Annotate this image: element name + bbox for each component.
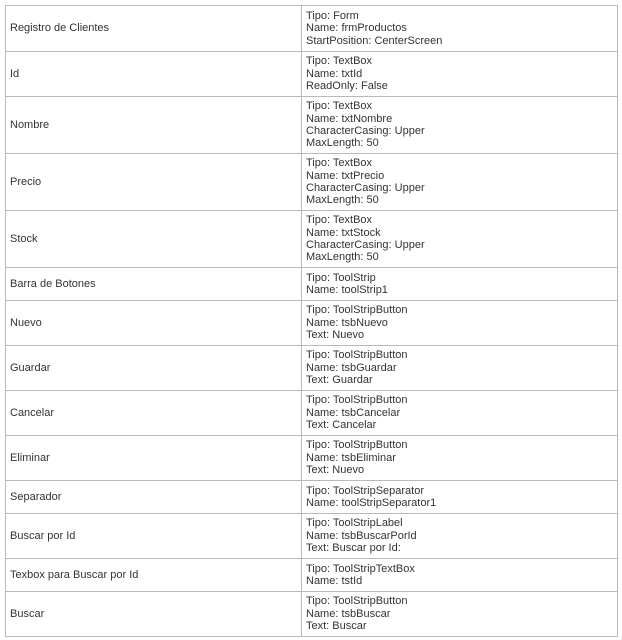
property-line: Tipo: TextBox <box>306 55 373 68</box>
table-row <box>6 514 618 559</box>
property-line: Tipo: Form <box>306 9 359 22</box>
property-line: CharacterCasing: Upper <box>306 182 425 194</box>
control-properties-cell <box>302 391 618 436</box>
property-line: Tipo: ToolStripButton <box>306 349 408 362</box>
control-name-cell: Nombre <box>6 97 302 154</box>
property-line: CharacterCasing: Upper <box>306 125 425 137</box>
table-row <box>6 154 618 211</box>
property-line: MaxLength: 50 <box>306 251 379 264</box>
control-properties-cell <box>302 346 618 391</box>
property-line: Name: tstId <box>306 575 363 587</box>
control-properties-cell <box>302 154 618 211</box>
property-line: Name: toolStrip1 <box>306 284 388 296</box>
table-body <box>6 6 618 637</box>
control-properties-cell <box>302 436 618 481</box>
table-row <box>6 346 618 391</box>
control-properties-cell <box>302 6 618 52</box>
control-name-cell: Barra de Botones <box>6 268 302 301</box>
property-line: MaxLength: 50 <box>306 194 379 207</box>
property-line: MaxLength: 50 <box>306 137 379 150</box>
table-row <box>6 6 618 52</box>
property-line: Name: tsbEliminar <box>306 451 396 464</box>
property-line: Name: tsbBuscar <box>306 607 391 620</box>
table-row <box>6 301 618 346</box>
control-properties-cell <box>302 481 618 514</box>
control-name-cell: Cancelar <box>6 391 302 436</box>
property-line: Name: tsbBuscarPorId <box>306 529 417 542</box>
property-line: Text: Buscar <box>306 620 367 633</box>
property-line: Tipo: TextBox <box>306 157 373 170</box>
property-line: Tipo: TextBox <box>306 100 373 113</box>
control-properties-cell <box>302 97 618 154</box>
control-properties-cell <box>302 211 618 268</box>
property-line: CharacterCasing: Upper <box>306 239 425 251</box>
control-properties-cell <box>302 559 618 592</box>
table-row <box>6 592 618 637</box>
control-properties-cell <box>302 592 618 637</box>
control-properties-table <box>5 5 618 637</box>
property-line: Name: toolStripSeparator1 <box>306 497 437 509</box>
property-line: StartPosition: CenterScreen <box>306 34 443 47</box>
control-name-cell: Buscar por Id <box>6 514 302 559</box>
property-line: Tipo: ToolStripButton <box>306 304 408 317</box>
table-row <box>6 436 618 481</box>
control-name-cell: Nuevo <box>6 301 302 346</box>
table-row <box>6 268 618 301</box>
control-properties-cell <box>302 268 618 301</box>
control-name-cell: Texbox para Buscar por Id <box>6 559 302 592</box>
property-line: ReadOnly: False <box>306 80 388 93</box>
control-name-cell: Registro de Clientes <box>6 6 302 52</box>
table-row <box>6 211 618 268</box>
property-line: Tipo: ToolStripButton <box>306 595 408 608</box>
property-line: Name: tsbGuardar <box>306 361 397 374</box>
property-line: Tipo: ToolStripLabel <box>306 517 403 530</box>
control-name-cell: Guardar <box>6 346 302 391</box>
property-line: Name: frmProductos <box>306 22 407 35</box>
property-line: Text: Cancelar <box>306 419 377 432</box>
property-line: Name: txtId <box>306 67 363 80</box>
property-line: Text: Nuevo <box>306 329 365 342</box>
control-name-cell: Eliminar <box>6 436 302 481</box>
property-line: Name: tsbCancelar <box>306 406 401 419</box>
control-name-cell: Precio <box>6 154 302 211</box>
property-line: Text: Guardar <box>306 374 373 387</box>
table-row <box>6 97 618 154</box>
property-line: Name: txtPrecio <box>306 169 385 182</box>
property-line: Name: txtNombre <box>306 112 393 125</box>
property-line: Name: tsbNuevo <box>306 316 388 329</box>
table-row <box>6 559 618 592</box>
property-line: Tipo: ToolStripButton <box>306 394 408 407</box>
control-properties-cell <box>302 514 618 559</box>
control-properties-cell <box>302 52 618 97</box>
table-row <box>6 52 618 97</box>
control-name-cell: Buscar <box>6 592 302 637</box>
control-name-cell: Separador <box>6 481 302 514</box>
property-line: Name: txtStock <box>306 226 381 239</box>
property-line: Tipo: ToolStripButton <box>306 439 408 452</box>
control-name-cell: Stock <box>6 211 302 268</box>
table-row <box>6 481 618 514</box>
property-line: Tipo: TextBox <box>306 214 373 227</box>
table-row <box>6 391 618 436</box>
property-line: Text: Nuevo <box>306 464 365 477</box>
control-name-cell: Id <box>6 52 302 97</box>
control-properties-cell <box>302 301 618 346</box>
property-line: Tipo: ToolStrip <box>306 271 376 284</box>
property-line: Tipo: ToolStripTextBox <box>306 562 415 575</box>
property-line: Tipo: ToolStripSeparator <box>306 484 425 497</box>
property-line: Text: Buscar por Id: <box>306 542 401 555</box>
